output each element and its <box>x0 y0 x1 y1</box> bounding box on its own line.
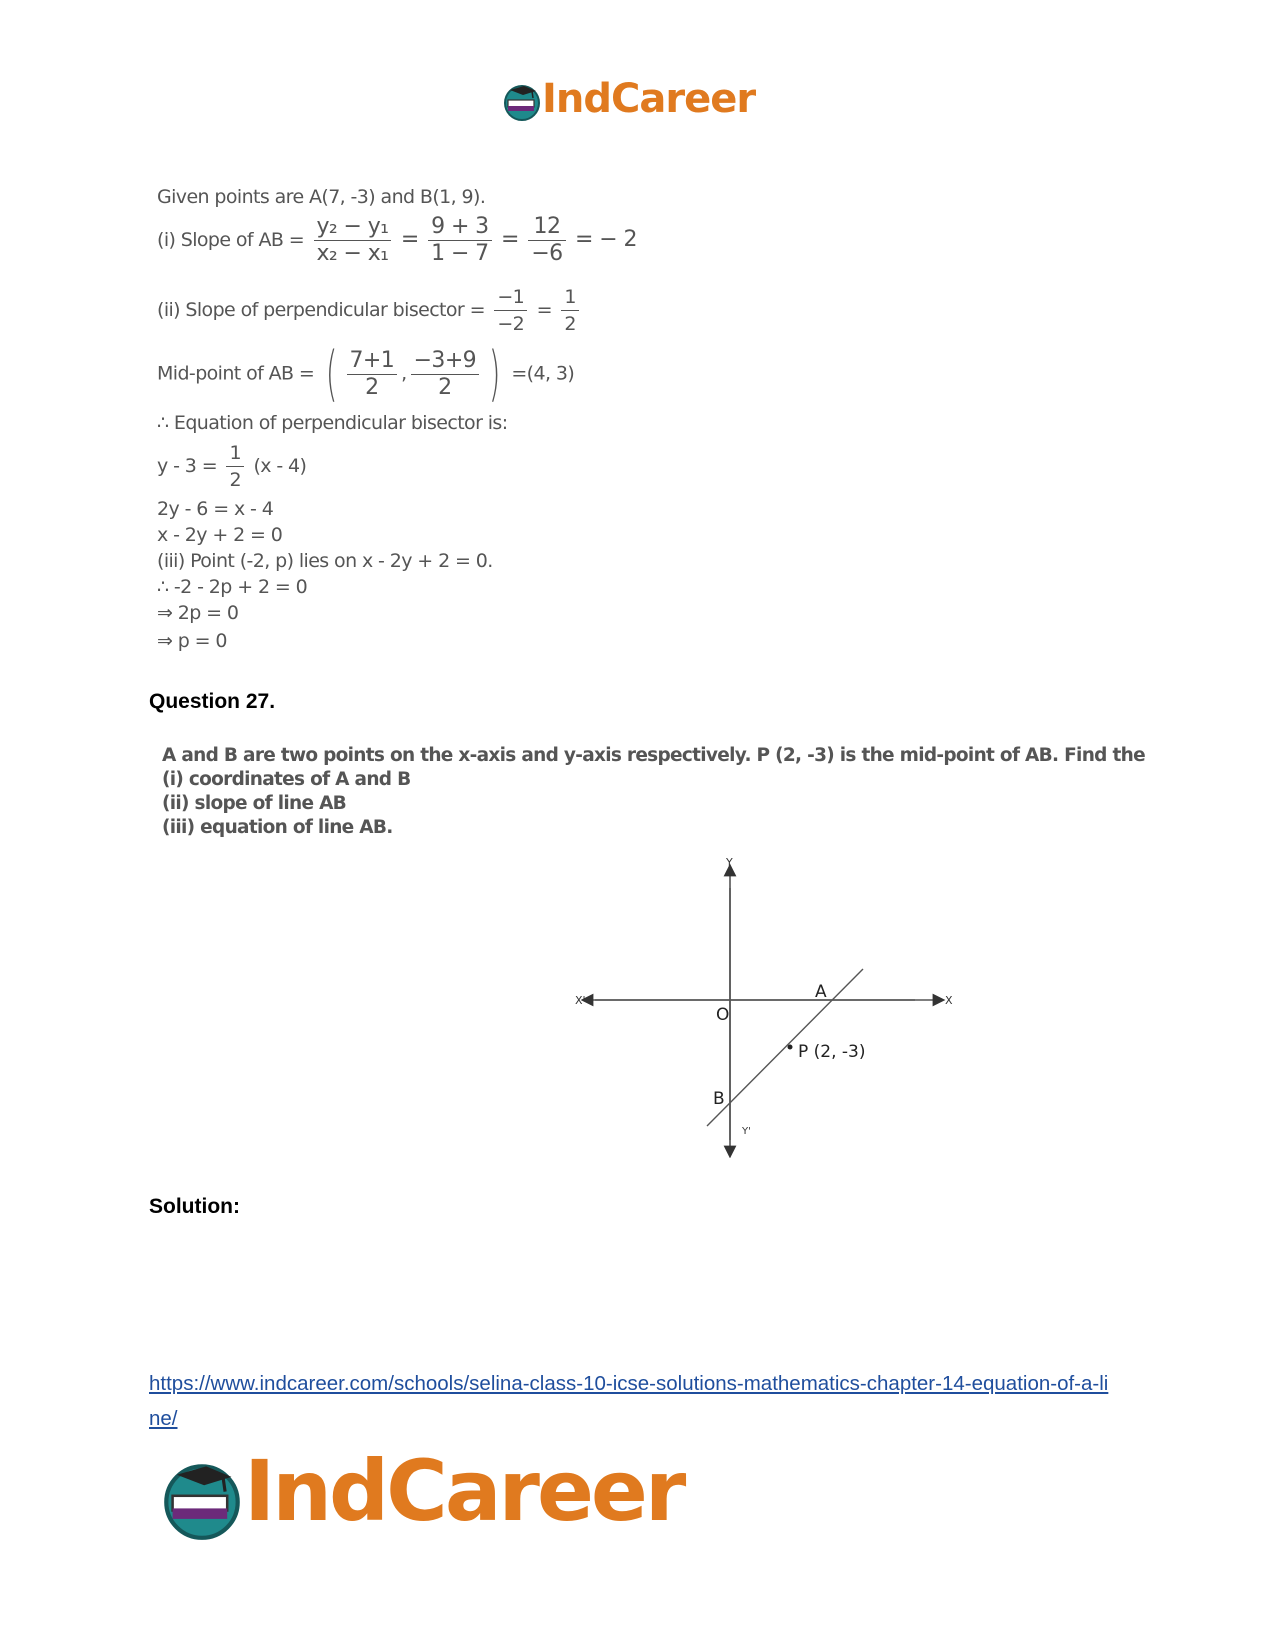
slope-fraction-3 <box>528 214 565 267</box>
frac-num: 7+1 <box>347 348 398 375</box>
perp-slope-label: (ii) Slope of perpendicular bisector = <box>157 299 485 321</box>
step-1: ∴ -2 - 2p + 2 = 0 <box>157 576 308 598</box>
frac-num: −3+9 <box>411 348 479 375</box>
y-axis-label: Y <box>726 858 733 869</box>
coordinate-figure <box>575 858 995 1158</box>
frac-num: 12 <box>528 214 565 241</box>
footer-logo <box>160 1442 720 1550</box>
origin-label: O <box>716 1005 730 1025</box>
eq1-left: y - 3 = <box>157 455 218 477</box>
frac-num: 9 + 3 <box>428 214 491 241</box>
question-line-3: (ii) slope of line AB <box>162 793 347 814</box>
equation-step-3: x - 2y + 2 = 0 <box>157 524 283 546</box>
slope-ab-label: (i) Slope of AB = <box>157 229 305 251</box>
midpoint-result: =(4, 3) <box>511 362 575 385</box>
question-line-1: A and B are two points on the x-axis and y-axis respectively. P (2, -3) is the mid-point of AB. Find the <box>162 745 1145 766</box>
frac-den: −6 <box>531 241 563 266</box>
eq1-fraction <box>226 440 244 493</box>
frac-den: 2 <box>438 374 452 400</box>
slope-ab-line: (i) Slope of AB = $\frac{\text{y₂ − y₁}}{\text{x₂ − x₁}}$ = $\frac{9 + 3}{1 - 7}$ = $\frac{12}{-6}$ = − 2 <box>157 214 637 266</box>
frac-den: −2 <box>497 313 525 335</box>
globe-book-icon <box>160 1458 244 1542</box>
mid-fraction-2 <box>411 348 479 401</box>
midpoint-label: Mid-point of AB = <box>157 362 315 385</box>
frac-den: 1 − 7 <box>431 241 489 266</box>
step-3: ⇒ p = 0 <box>157 630 227 652</box>
point-p <box>788 1045 793 1050</box>
question-text <box>162 744 1145 840</box>
header-logo <box>502 78 772 128</box>
part-iii: (iii) Point (-2, p) lies on x - 2y + 2 = 0. <box>157 550 493 572</box>
equation-step-2: 2y - 6 = x - 4 <box>157 498 274 520</box>
perp-fraction-2 <box>561 284 579 337</box>
frac-num: y₂ − y₁ <box>314 214 392 241</box>
frac-num: 1 <box>561 284 579 311</box>
perp-slope-line: (ii) Slope of perpendicular bisector = $\frac{-1}{-2}$ = $\frac{1}{2}$ <box>157 284 583 337</box>
given-points: Given points are A(7, -3) and B(1, 9). <box>157 186 486 208</box>
logo-wordmark: IndCareer <box>244 1442 684 1540</box>
logo-wordmark: IndCareer <box>542 76 756 122</box>
frac-den: 2 <box>564 313 576 335</box>
perp-fraction-1 <box>494 284 527 337</box>
point-b-label: B <box>713 1089 725 1109</box>
y-prime-label: Y' <box>742 1126 751 1137</box>
question-line-2: (i) coordinates of A and B <box>162 769 411 790</box>
equation-step-1 <box>157 440 306 493</box>
frac-den: x₂ − x₁ <box>316 241 389 266</box>
frac-den: 2 <box>365 374 379 400</box>
mid-fraction-1 <box>347 348 398 401</box>
slope-fraction-2 <box>428 214 491 267</box>
x-prime-label: X' <box>575 994 586 1007</box>
question-line-4: (iii) equation of line AB. <box>162 817 393 838</box>
slope-result: = − 2 <box>575 227 637 252</box>
therefore-equation: ∴ Equation of perpendicular bisector is: <box>157 412 508 434</box>
midpoint-line: Mid-point of AB = ( $\frac{7+1}{2}$ , $\frac{-3+9}{2}$ ) =(4, 3) <box>157 339 575 409</box>
point-p-label: P (2, -3) <box>798 1042 866 1062</box>
step-2: ⇒ 2p = 0 <box>157 602 239 624</box>
frac-num: 1 <box>226 440 244 467</box>
slope-fraction-1 <box>314 214 392 267</box>
x-axis-label: X <box>945 994 953 1007</box>
frac-den: 2 <box>229 469 241 491</box>
frac-num: −1 <box>494 284 527 311</box>
point-a-label: A <box>815 982 827 1002</box>
question-heading: Question 27. <box>149 690 276 713</box>
eq1-right: (x - 4) <box>253 455 307 477</box>
solution-heading: Solution: <box>149 1195 240 1218</box>
globe-book-icon <box>502 82 542 122</box>
source-link[interactable]: https://www.indcareer.com/schools/selina-class-10-icse-solutions-mathematics-chapter-14-equation-of-a-line/ <box>149 1372 1109 1430</box>
